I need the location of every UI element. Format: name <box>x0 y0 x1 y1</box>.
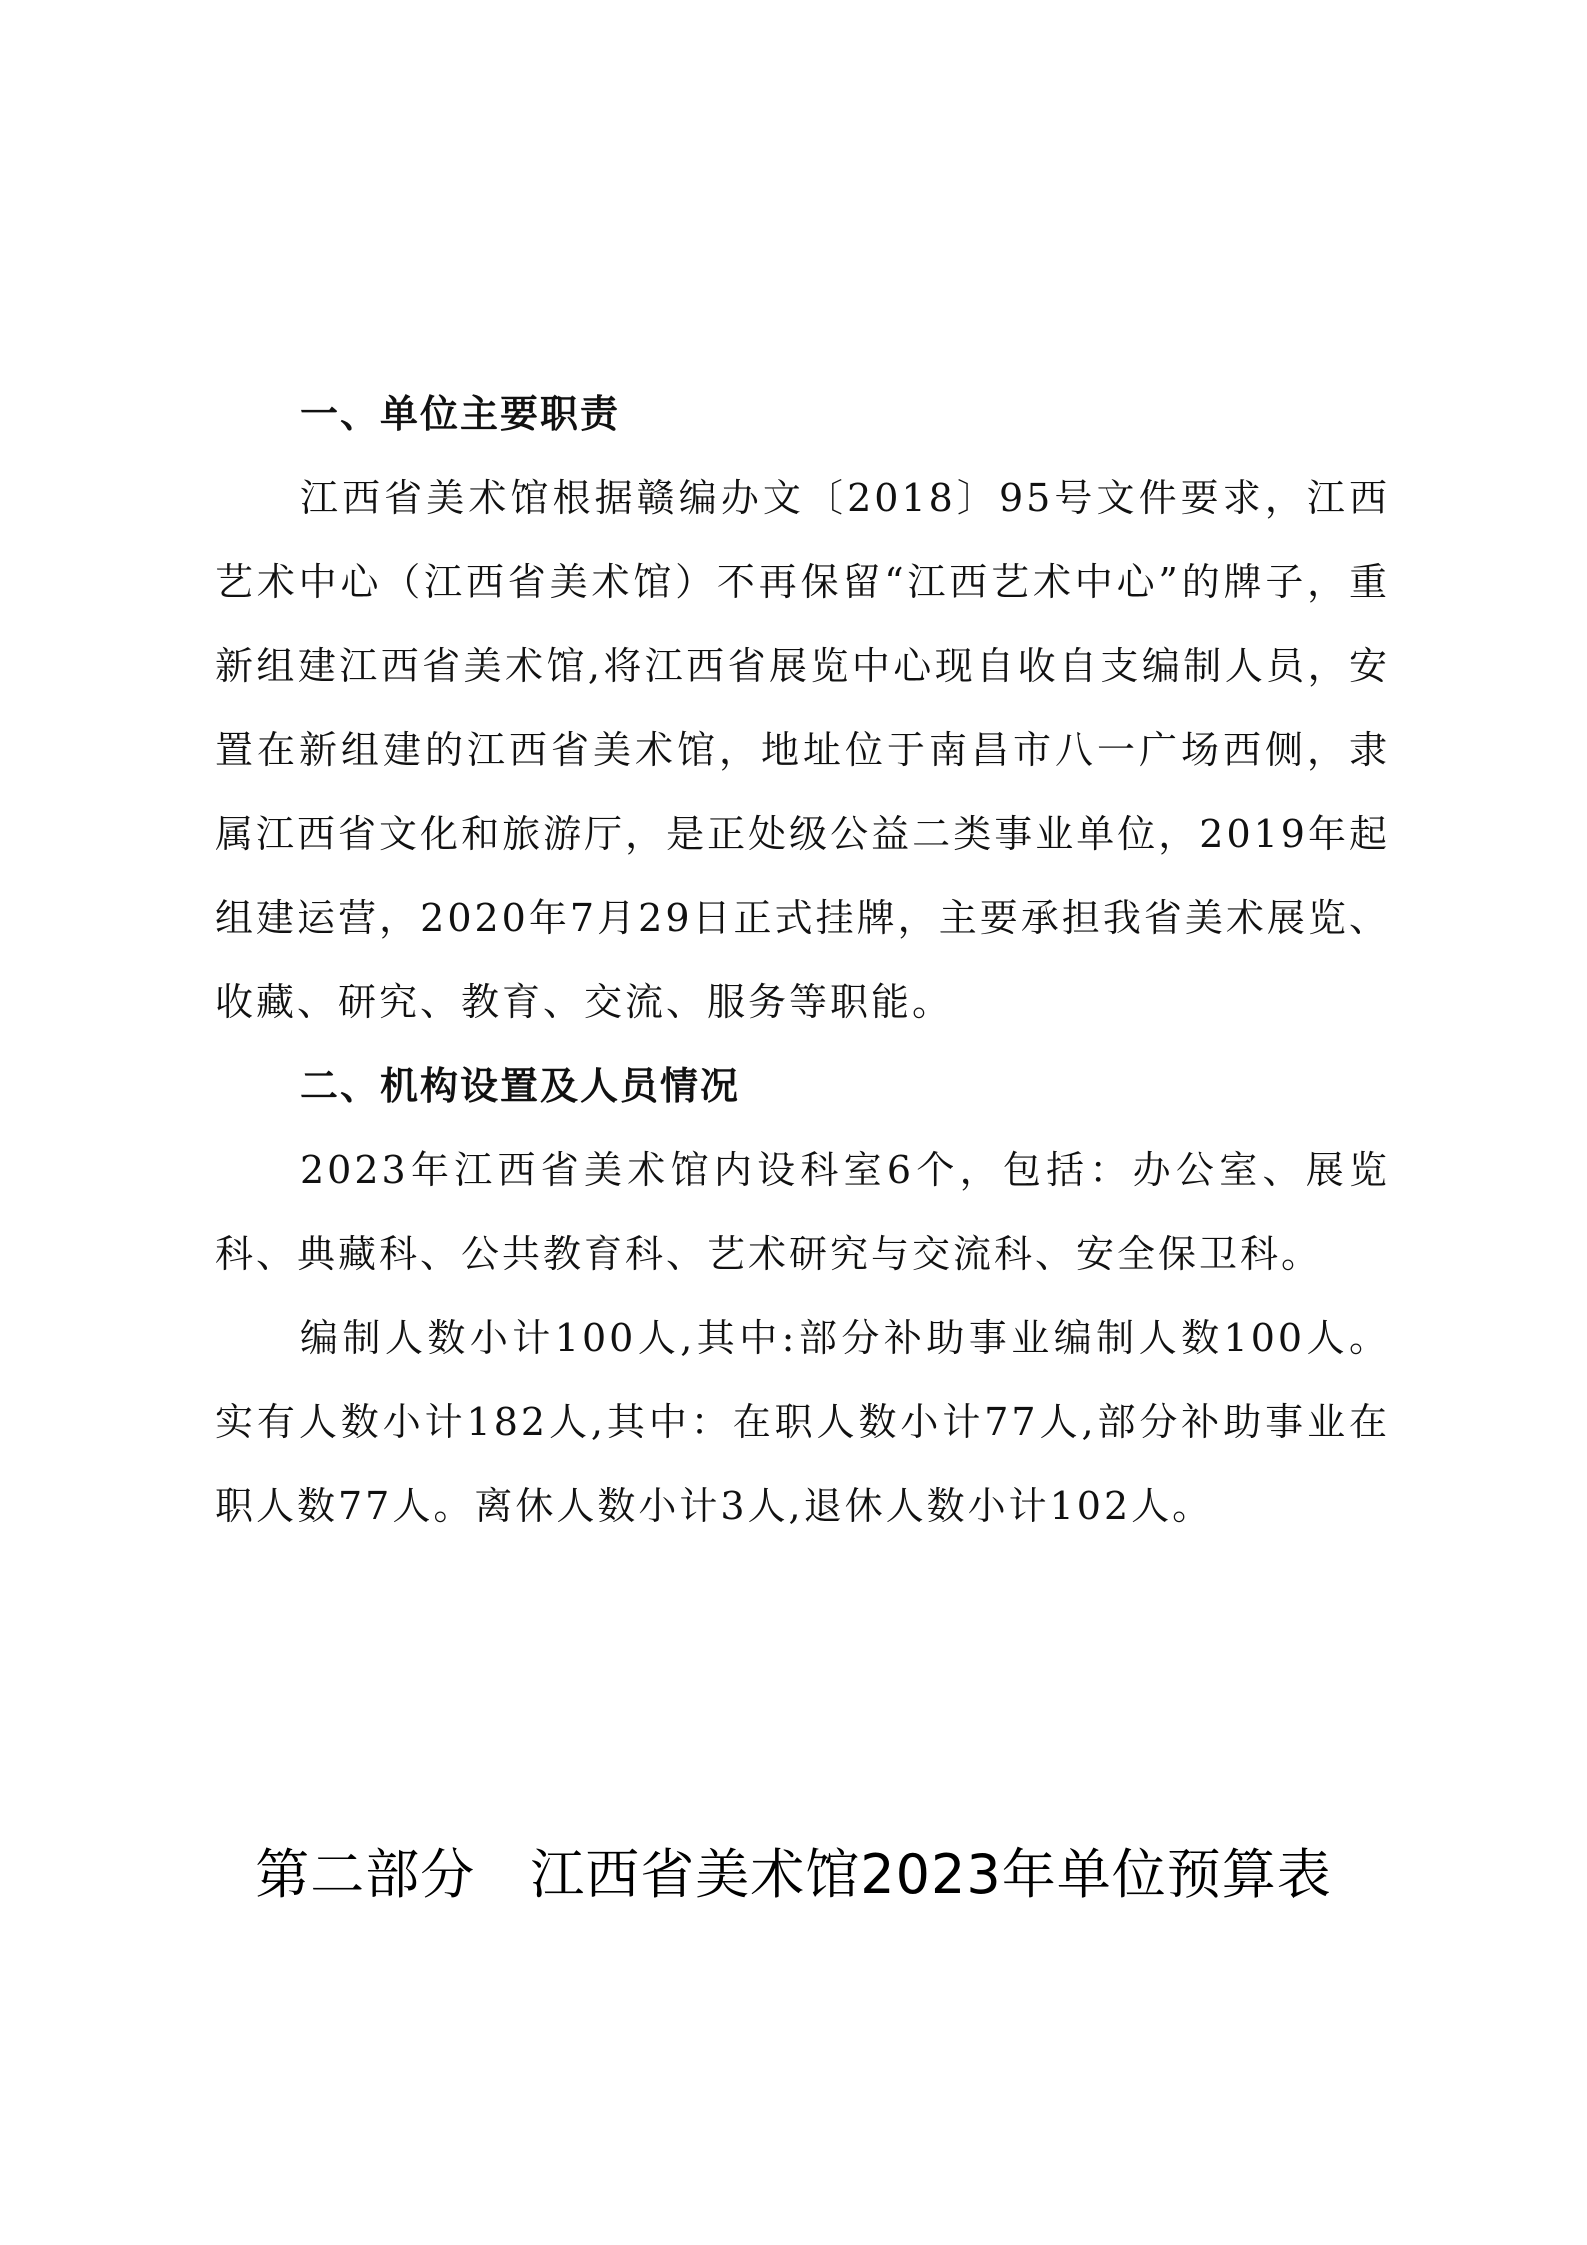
section-heading-organization: 二、机构设置及人员情况 <box>300 1064 741 1108</box>
departments-paragraph: 2023年江西省美术馆内设科室6个，包括：办公室、展览科、典藏科、公共教育科、艺术研究与交流科、安全保卫科。 <box>215 1148 1390 1276</box>
staffing-paragraph: 编制人数小计100人,其中:部分补助事业编制人数100人。实有人数小计182人,其中：在职人数小计77人,部分补助事业在职人数77人。离休人数小计3人,退休人数小计102人。 <box>215 1316 1390 1528</box>
section-heading-duties: 一、单位主要职责 <box>300 392 621 436</box>
part-title: 第二部分 江西省美术馆2023年单位预算表 <box>255 1843 1332 1906</box>
document-body <box>215 372 1390 1548</box>
duties-paragraph: 江西省美术馆根据赣编办文〔2018〕95号文件要求，江西艺术中心（江西省美术馆）不再保留“江西艺术中心”的牌子，重新组建江西省美术馆,将江西省展览中心现自收自支编制人员，安置在新组建的江西省美术馆，地址位于南昌市八一广场西侧，隶属江西省文化和旅游厅，是正处级公益二类事业单位，2019年起组建运营，2020年7月29日正式挂牌，主要承担我省美术展览、收藏、研究、教育、交流、服务等职能。 <box>215 476 1390 1024</box>
